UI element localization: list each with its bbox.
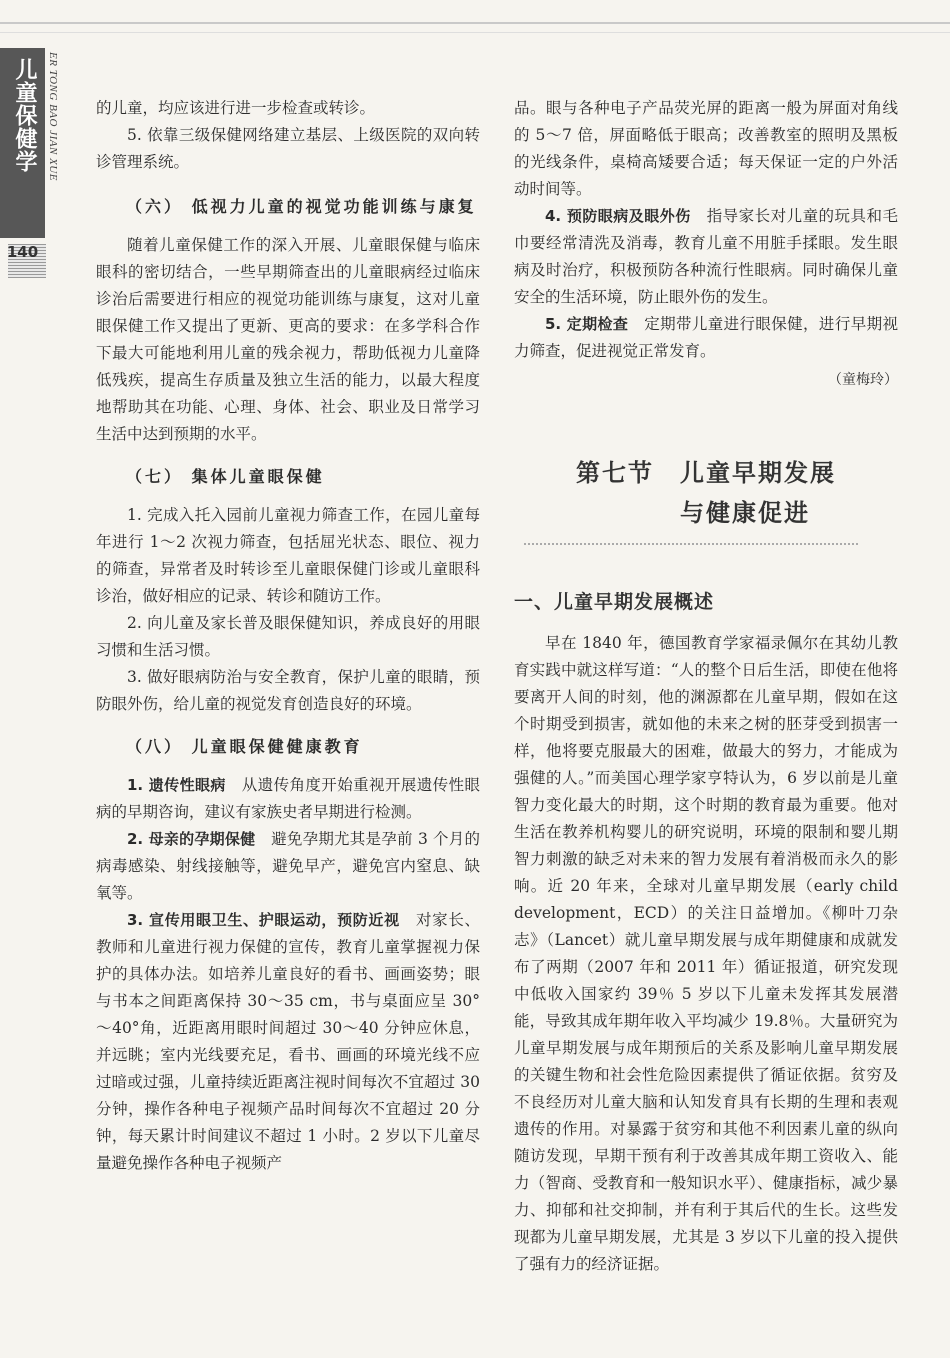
heading-group-eye-care: （七） 集体儿童眼保健 bbox=[126, 467, 325, 486]
term: 4. 预防眼病及眼外伤 bbox=[545, 207, 691, 225]
left-column bbox=[96, 95, 480, 1177]
paragraph: 4. 预防眼病及眼外伤 指导家长对儿童的玩具和毛巾要经常清洗及消毒，教育儿童不用脏手揉眼。发生眼病及时治疗，积极预防各种流行性眼病。同时确保儿童安全的生活环境，防止眼外伤的发生。 bbox=[514, 207, 898, 306]
paragraph: 3. 宣传用眼卫生、护眼运动，预防近视 对家长、教师和儿童进行视力保健的宣传，教育儿童掌握视力保护的具体办法。如培养儿童良好的看书、画画姿势；眼与书本之间距离保持 30～35 cm，书与桌面应呈 30°～40°角，近距离用眼时间超过 30～40 分钟应休息，并远眺；室内光线要充足，看书、画画的环境光线不应过暗或过强，儿童持续近距离注视时间每次不宜超过 30 分钟，操作各种电子视频产品时间每次不宜超过 20 分钟，每天累计时间建议不超过 1 小时。2 岁以下儿童尽量避免操作各种电子视频产 bbox=[96, 911, 480, 1172]
term: 5. 定期检查 bbox=[545, 315, 629, 333]
book-title: 儿童保健学 bbox=[12, 58, 37, 173]
paragraph: 随着儿童保健工作的深入开展、儿童眼保健与临床眼科的密切结合，一些早期筛查出的儿童眼病经过临床诊治后需要进行相应的视觉功能训练与康复，这对儿童眼保健工作又提出了更新、更高的要求：在多学科合作下最大可能地利用儿童的残余视力，帮助低视力儿童降低残疾，提高生存质量及独立生活的能力，以最大程度地帮助其在功能、心理、身体、社会、职业及日常学习生活中达到预期的水平。 bbox=[96, 236, 480, 443]
heading-ecd-overview: 一、儿童早期发展概述 bbox=[514, 591, 715, 613]
page-number: 140 bbox=[6, 243, 39, 261]
paragraph: 3. 做好眼病防治与安全教育，保护儿童的眼睛，预防眼外伤，给儿童的视觉发育创造良好的环境。 bbox=[96, 668, 480, 713]
heading-health-education: （八） 儿童眼保健健康教育 bbox=[126, 737, 363, 756]
paragraph: 早在 1840 年，德国教育学家福录佩尔在其幼儿教育实践中就这样写道：“人的整个日后生活，即使在他将要离开人间的时刻，他的渊源都在儿童早期，假如在这个时期受到损害，就如他的未来之树的胚芽受到损害一样，他将要克服最大的困难，做最大的努力，才能成为强健的人。”而美国心理学家亨特认为，6 岁以前是儿童智力变化最大的时期，这个时期的教育最为重要。他对生活在教养机构婴儿的研究说明，环境的限制和婴儿期智力刺激的缺乏对未来的智力发展有着消极而永久的影响。近 20 年来，全球对儿童早期发展（early child development，ECD）的关注日益增加。《柳叶刀杂志》（Lancet）就儿童早期发展与成年期健康和成就发布了两期（2007 年和 2011 年）循证报道，研究发现中低收入国家约 39％ 5 岁以下儿童未发挥其发展潜能，导致其成年期年收入平均减少 19.8％。大量研究为儿童早期发展与成年期预后的关系及影响儿童早期发展的关键生物和社会性危险因素提供了循证依据。贫穷及不良经历对儿童大脑和认知发育具有长期的生理和表观遗传的作用。对暴露于贫穷和其他不利因素儿童的纵向随访发现，早期干预有利于改善其成年期工资收入、能力（智商、受教育和一般知识水平）、健康指标，减少暴力、抑郁和社交抑制，并有利于其后代的生长。这些发现都为儿童早期发展，尤其是 3 岁以下儿童的投入提供了强有力的经济证据。 bbox=[514, 634, 898, 1273]
book-pinyin: ER TONG BAO JIAN XUE bbox=[47, 52, 59, 181]
paragraph: 1. 遗传性眼病 从遗传角度开始重视开展遗传性眼病的早期咨询，建议有家族史者早期进行检测。 bbox=[96, 776, 480, 821]
paragraph: 5. 依靠三级保健网络建立基层、上级医院的双向转诊管理系统。 bbox=[96, 126, 480, 171]
paragraph: 品。眼与各种电子产品荧光屏的距离一般为屏面对角线的 5～7 倍，屏面略低于眼高；改善教室的照明及黑板的光线条件，桌椅高矮要合适；每天保证一定的户外活动时间等。 bbox=[514, 99, 898, 198]
paragraph: 5. 定期检查 定期带儿童进行眼保健，进行早期视力筛查，促进视觉正常发育。 bbox=[514, 315, 898, 360]
term: 2. 母亲的孕期保健 bbox=[127, 830, 256, 848]
paragraph: 1. 完成入托入园前儿童视力筛查工作，在园儿童每年进行 1～2 次视力筛查，包括屈光状态、眼位、视力的筛查，异常者及时转诊至儿童眼保健门诊或儿童眼科诊治，做好相应的记录、转诊和随访工作。 bbox=[96, 506, 480, 605]
section-divider bbox=[524, 543, 858, 545]
term: 3. 宣传用眼卫生、护眼运动，预防近视 bbox=[127, 911, 400, 929]
header-rule bbox=[0, 22, 950, 24]
section-title-line1: 第七节 儿童早期发展 bbox=[576, 459, 836, 487]
paragraph: 的儿童，均应该进行进一步检查或转诊。 bbox=[96, 99, 376, 117]
book-tab bbox=[0, 48, 45, 238]
right-column bbox=[514, 95, 898, 1278]
section-title-line2: 与健康促进 bbox=[680, 499, 810, 527]
section-title bbox=[514, 453, 898, 533]
paragraph: 2. 向儿童及家长普及眼保健知识，养成良好的用眼习惯和生活习惯。 bbox=[96, 614, 480, 659]
heading-low-vision: （六） 低视力儿童的视觉功能训练与康复 bbox=[126, 197, 477, 216]
term: 1. 遗传性眼病 bbox=[127, 776, 226, 794]
header-rule-thin bbox=[0, 32, 950, 33]
author: （童梅玲） bbox=[828, 372, 898, 388]
paragraph: 2. 母亲的孕期保健 避免孕期尤其是孕前 3 个月的病毒感染、射线接触等，避免早产，避免宫内窒息、缺氧等。 bbox=[96, 830, 480, 902]
